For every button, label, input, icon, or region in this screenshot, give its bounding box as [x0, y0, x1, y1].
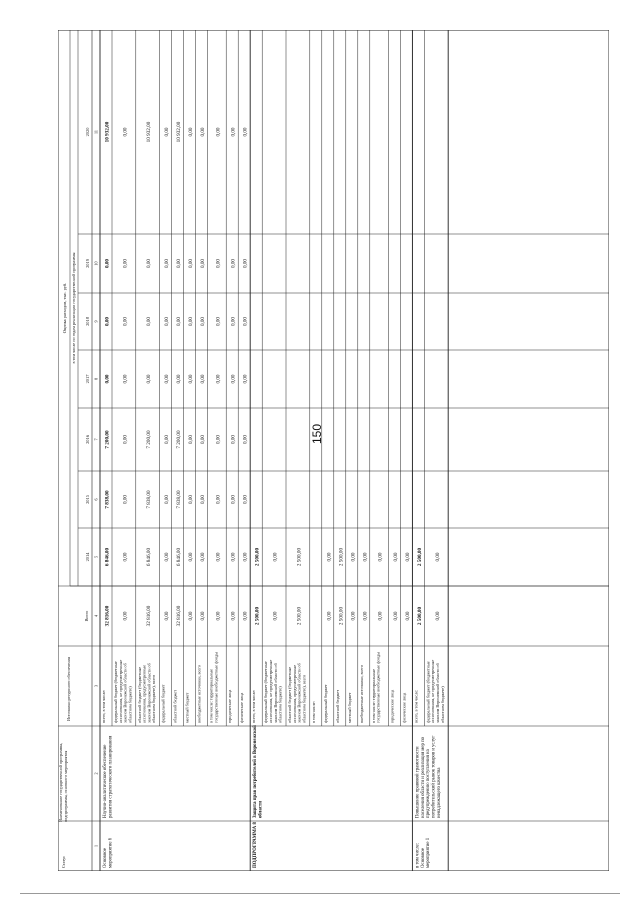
value-cell: 0,00	[104, 258, 111, 269]
value-cell: 0,00	[122, 434, 129, 445]
value-cell: 0,00	[392, 611, 399, 621]
program-name-text: ненадлежащего качества	[437, 767, 442, 818]
header-col-number: 8	[93, 377, 99, 381]
value-cell: 0,00	[362, 611, 369, 621]
source-text: областной бюджет	[172, 689, 178, 723]
value-cell: 0,00	[188, 127, 195, 137]
program-name-text: населения области и реализация мер по	[420, 736, 426, 818]
header-col-number: 6	[93, 498, 99, 501]
source-text: всего, в том числе:	[413, 689, 419, 723]
value-cell: 0,00	[215, 552, 222, 562]
value-cell: 0,00	[200, 552, 207, 562]
source-text: ассигнования, предусмотренные	[141, 664, 147, 723]
program-name-text: Научно-аналитическое обеспечение	[103, 744, 108, 818]
value-cell: 0,00	[164, 611, 171, 621]
program-name-text: Защита прав потребителей в Воронежской	[253, 725, 259, 818]
value-cell: 0,00	[188, 434, 195, 445]
header-year: 2019	[85, 259, 90, 268]
value-cell: 0,00	[230, 127, 237, 137]
value-cell: 0,00	[377, 611, 384, 621]
table-body	[58, 30, 609, 871]
source-text: в том числе: территориальные	[370, 668, 376, 723]
source-text: юридические лица	[227, 689, 233, 723]
value-cell: 7 200,00	[146, 430, 153, 449]
source-text: федеральный бюджет (бюджетные	[425, 661, 431, 723]
value-cell: 0,00	[230, 374, 237, 384]
source-text: законом Воронежской области об	[435, 663, 440, 723]
source-text: юридические лица	[389, 689, 395, 723]
value-cell: 0,00	[215, 258, 222, 269]
value-cell: 0,00	[200, 434, 207, 445]
value-cell: 7 838,00	[104, 490, 111, 509]
value-cell: 0,00	[200, 316, 207, 327]
header-year: 2015	[85, 495, 90, 504]
header-year: 2018	[85, 317, 90, 326]
value-cell: 2 500,00	[254, 606, 261, 626]
value-cell: 0,00	[242, 611, 249, 621]
value-cell: 32 816,00	[104, 605, 111, 627]
header-col-number: 5	[93, 555, 99, 559]
value-cell: 0,00	[242, 494, 249, 505]
source-text: федеральный бюджет	[160, 684, 166, 723]
source-text: областной бюджет (бюджетные	[136, 666, 142, 723]
value-cell: 0,00	[164, 434, 171, 445]
value-cell: 0,00	[188, 611, 195, 621]
status-text: ПОДПРОГРАММА 8	[253, 822, 259, 868]
value-cell: 10 932,00	[146, 121, 153, 143]
value-cell: 0,00	[230, 611, 237, 621]
source-text: законом Воронежской области об	[122, 663, 128, 723]
source-text: всего, в том числе:	[251, 689, 257, 723]
header-name: Наименование государственной программы,	[58, 742, 63, 822]
header-col-number: 10	[93, 261, 99, 266]
value-cell: 6 846,00	[104, 547, 111, 567]
value-cell: 0,00	[230, 316, 237, 327]
source-text: местный бюджет	[346, 692, 352, 723]
value-cell: 0,00	[176, 316, 183, 327]
value-cell: 0,00	[404, 552, 411, 562]
value-cell: 7 200,00	[176, 430, 183, 449]
scan-edge-line	[20, 893, 620, 894]
value-cell: 32 816,00	[176, 605, 183, 627]
header-sources: Источники ресурсного обеспечения	[66, 657, 71, 721]
source-text: федеральный бюджет	[322, 684, 328, 723]
source-text: областной бюджет	[334, 689, 340, 723]
value-cell: 0,00	[230, 434, 237, 445]
header-col-number: 2	[93, 772, 99, 775]
source-text: государственные внебюджетные фонды	[213, 652, 219, 723]
value-cell: 0,00	[176, 374, 183, 384]
value-cell: 0,00	[164, 374, 171, 384]
header-col-number: 9	[93, 320, 99, 323]
source-text: областном бюджете)	[277, 686, 283, 723]
source-text: федеральный бюджет (бюджетные	[263, 661, 269, 723]
value-cell: 0,00	[434, 611, 441, 621]
status-text: в том числе:	[415, 842, 421, 868]
value-cell: 0,00	[326, 611, 333, 621]
header-col-number: 3	[93, 684, 99, 688]
source-text: законом Воронежской области об	[296, 663, 302, 723]
source-text: федеральный бюджет (бюджетные	[113, 661, 118, 723]
value-cell: 2 500,00	[338, 547, 345, 567]
value-cell: 2 500,00	[296, 547, 303, 567]
source-text: всего, в том числе:	[101, 689, 106, 723]
source-text: внебюджетные источники, всего	[196, 665, 202, 723]
value-cell: 0,00	[200, 611, 207, 621]
value-cell: 0,00	[200, 494, 207, 505]
rotated-budget-table	[58, 30, 609, 871]
value-cell: 7 838,00	[146, 490, 153, 509]
value-cell: 0,00	[377, 552, 384, 562]
value-cell: 0,00	[200, 374, 207, 384]
value-cell: 0,00	[164, 258, 171, 269]
value-cell: 0,00	[200, 258, 207, 269]
header-estimate: Оценка расходов, тыс. руб.	[62, 282, 67, 334]
source-text: внебюджетные источники, всего	[358, 665, 364, 723]
value-cell: 0,00	[242, 316, 249, 327]
value-cell: 0,00	[215, 374, 222, 384]
budget-table	[58, 30, 609, 871]
program-name-text: Повышение правовой грамотности	[415, 746, 421, 818]
value-cell: 0,00	[350, 611, 357, 621]
source-text: ассигнования, предусмотренные	[291, 664, 297, 723]
source-text: в том числе: территориальные	[208, 668, 214, 723]
value-cell: 0,00	[146, 316, 153, 327]
value-cell: 0,00	[200, 127, 207, 137]
value-cell: 6 846,00	[176, 547, 183, 567]
program-name-text: области	[258, 800, 264, 818]
value-cell: 0,00	[230, 258, 237, 269]
source-text: ассигнования, не предусмотренные	[268, 659, 273, 723]
value-cell: 6 846,00	[146, 547, 153, 567]
value-cell: 0,00	[215, 494, 222, 505]
value-cell: 2 500,00	[296, 606, 303, 626]
source-text: областной бюджет (бюджетные	[287, 666, 292, 723]
value-cell: 0,00	[188, 374, 195, 384]
page-number: 150	[310, 423, 324, 445]
header-year: 2020	[85, 127, 90, 137]
source-text: законом Воронежской области об	[146, 663, 152, 723]
value-cell: 0,00	[164, 316, 171, 327]
program-name-text: предупреждению поступления на	[426, 749, 432, 818]
source-text: областном бюджете), всего	[151, 674, 157, 723]
header-col-number: 4	[93, 614, 99, 618]
header-col-number: 1	[93, 844, 99, 848]
source-text: законом Воронежской области об	[272, 663, 278, 723]
header-name: подпрограммы, основного мероприятия	[63, 750, 68, 822]
value-cell: 0,00	[392, 552, 399, 562]
value-cell: 0,00	[188, 316, 195, 327]
value-cell: 0,00	[350, 552, 357, 562]
status-text: Основное	[103, 848, 108, 868]
value-cell: 0,00	[242, 127, 249, 137]
value-cell: 0,00	[176, 258, 183, 269]
source-text: ассигнования, не предусмотренные	[117, 659, 123, 723]
value-cell: 2 500,00	[416, 606, 423, 626]
source-text: областном бюджете), всего	[301, 674, 307, 723]
header-col-number: 7	[93, 438, 99, 441]
header-total: Всего	[84, 610, 89, 622]
value-cell: 0,00	[122, 374, 129, 384]
value-cell: 0,00	[122, 552, 129, 562]
value-cell: 32 816,00	[146, 605, 153, 627]
value-cell: 0,00	[242, 374, 249, 384]
value-cell: 0,00	[122, 127, 129, 137]
value-cell: 0,00	[326, 552, 333, 562]
value-cell: 0,00	[242, 552, 249, 562]
value-cell: 2 500,00	[338, 606, 345, 626]
program-name-text: потребительский рынок товаров и услуг	[431, 735, 437, 818]
value-cell: 2 500,00	[416, 547, 423, 567]
value-cell: 0,00	[272, 611, 279, 621]
header-year: 2016	[85, 435, 90, 444]
value-cell: 10 932,00	[104, 121, 111, 143]
source-text: физические лица	[239, 692, 245, 723]
value-cell: 10 932,00	[176, 121, 183, 143]
value-cell: 0,00	[164, 552, 171, 562]
value-cell: 0,00	[146, 374, 153, 384]
value-cell: 0,00	[164, 127, 171, 137]
value-cell: 0,00	[242, 258, 249, 269]
value-cell: 0,00	[188, 494, 195, 505]
header-status: Статус	[61, 855, 66, 868]
source-text: областном бюджете)	[439, 686, 445, 723]
status-text: мероприятие 1	[426, 837, 432, 868]
source-text: ассигнования, не предусмотренные	[430, 659, 436, 723]
source-text: областном бюджете)	[127, 686, 133, 723]
value-cell: 7 200,00	[104, 430, 111, 449]
value-cell: 0,00	[104, 316, 111, 327]
header-year: 2014	[85, 552, 90, 562]
value-cell: 0,00	[272, 552, 279, 562]
value-cell: 0,00	[230, 494, 237, 505]
value-cell: 0,00	[122, 611, 129, 621]
value-cell: 0,00	[242, 434, 249, 445]
value-cell: 0,00	[404, 611, 411, 621]
value-cell: 0,00	[146, 258, 153, 269]
value-cell: 2 500,00	[254, 547, 261, 567]
value-cell: 0,00	[215, 316, 222, 327]
value-cell: 0,00	[215, 611, 222, 621]
header-by-year: в том числе по годам реализации государственной программы	[71, 252, 76, 364]
value-cell: 0,00	[434, 552, 441, 562]
value-cell: 0,00	[164, 494, 171, 505]
value-cell: 0,00	[215, 127, 222, 137]
value-cell: 0,00	[104, 374, 111, 384]
source-text: местный бюджет	[184, 692, 190, 723]
status-text: Основное	[420, 848, 426, 868]
source-text: государственные внебюджетные фонды	[375, 652, 381, 723]
value-cell: 0,00	[188, 258, 195, 269]
value-cell: 7 838,00	[176, 490, 183, 509]
value-cell: 0,00	[230, 552, 237, 562]
program-name-text: развития стратегического планирования	[108, 735, 114, 818]
source-text: в том числе:	[310, 701, 316, 723]
status-text: мероприятие 6	[108, 837, 114, 868]
header-col-number: 11	[93, 129, 99, 135]
source-text: физические лица	[401, 692, 407, 723]
value-cell: 0,00	[362, 552, 369, 562]
value-cell: 0,00	[122, 258, 129, 269]
value-cell: 0,00	[215, 434, 222, 445]
value-cell: 0,00	[122, 494, 129, 505]
value-cell: 0,00	[122, 316, 129, 327]
value-cell: 0,00	[188, 552, 195, 562]
header-year: 2017	[85, 374, 90, 384]
